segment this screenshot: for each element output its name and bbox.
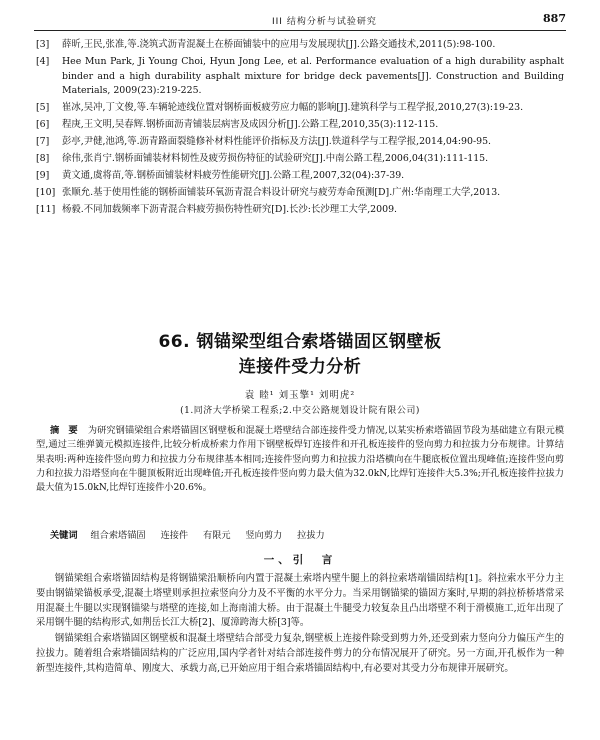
reference-entry [36,152,564,167]
running-header [34,14,566,31]
body-text [36,572,564,678]
reference-text: 张顺允.基于使用性能的钢桥面铺装环氧沥青混合料设计研究与疲劳寿命预测[D].广州:华南理工大学,2013. [62,187,501,199]
reference-text: 杨毅.不同加载频率下沥青混合料疲劳损伤特性研究[D].长沙:长沙理工大学,2009. [62,204,398,216]
paragraph: 钢锚梁组合索塔锚固区钢壁板和混凝土塔壁结合部受力复杂,钢壁板上连接件除受到剪力外,还受到索力竖向分力偏压产生的拉拔力。随着组合索塔锚固结构的广泛应用,国内学者针对结合部连接件剪力的分布情况展开了研究。另一方面,开孔板作为一种新型连接件,其构造简单、刚度大、承载力高,已开始应用于组合索塔锚固结构中,有必要对其受力分布规律开展研究。 [36,633,564,674]
article-title [0,330,600,380]
reference-number: [5] [36,102,50,114]
reference-entry [36,101,564,116]
reference-entry [36,135,564,150]
reference-list [36,38,564,220]
reference-entry [36,38,564,53]
reference-entry [36,203,564,218]
keyword: 有限元 [203,530,231,541]
abstract-text: 为研究钢锚梁组合索塔锚固区钢壁板和混凝土塔壁结合部连接件受力情况,以某实桥索塔锚固节段为基础建立有限元模型,通过三维弹簧元模拟连接件,比较分析成桥索力作用下钢壁板焊钉连接件和开孔板连接件的竖向剪力和拉拔力分布规律。计算结果表明:两种连接件竖向剪力和拉拔力分布规律基本相同;连接件竖向剪力和拉拔力沿塔横向在牛腿底板位置出现峰值;连接件竖向剪力和拉拔力沿塔竖向在牛腿顶板附近出现峰值;开孔板连接件竖向剪力最大值为32.0kN,比焊钉连接件大5.3%;开孔板连接件拉拔力最大值为15.0kN,比焊钉连接件小20.6%。 [36,425,565,494]
section-heading: 一、引 言 [263,554,337,566]
keyword: 竖向剪力 [245,530,283,541]
reference-number: [4] [36,56,50,67]
reference-number: [11] [36,204,56,216]
keyword: 连接件 [160,530,189,541]
article-title-line1: 66. 钢锚梁型组合索塔锚固区钢壁板 [158,332,442,352]
reference-text: 徐伟,张肖宁.钢桥面铺装材料韧性及疲劳损伤特征的试验研究[J].中南公路工程,2006,04(31):111-115. [62,153,489,165]
keywords [50,527,564,541]
reference-entry [36,118,564,133]
header-section-title: III 结构分析与试验研究 [272,17,377,27]
reference-number: [8] [36,153,50,165]
reference-text: 彭亭,尹健,池鸿,等.沥青路面裂缝修补材料性能评价指标及方法[J].铁道科学与工程学报,2014,04:90-95. [62,136,492,148]
reference-entry [36,55,564,99]
abstract [36,424,564,495]
reference-text: 程庚,王文明,吴春辉.钢桥面沥青铺装层病害及成因分析[J].公路工程,2010,35(3):112-115. [62,119,439,131]
keywords-label: 关键词 [50,530,78,541]
article-title-line2: 连接件受力分析 [238,357,362,377]
reference-number: [7] [36,136,50,148]
reference-text: 黄文通,虞将苗,等.钢桥面铺装材料疲劳性能研究[J].公路工程,2007,32(04):37-39. [62,170,405,182]
abstract-label: 摘 要 [50,425,78,436]
reference-text: 崔冰,吴冲,丁文俊,等.车辆轮迹线位置对钢桥面板疲劳应力幅的影响[J].建筑科学与工程学报,2010,27(3):19-23. [62,102,524,114]
reference-entry [36,186,564,201]
reference-text: 薛昕,王民,张准,等.浇筑式沥青混凝土在桥面铺装中的应用与发展现状[J].公路交通技术,2011(5):98-100. [62,39,496,50]
affiliation: (1.同济大学桥梁工程系;2.中交公路规划设计院有限公司) [180,406,420,416]
page-number: 887 [543,12,566,25]
reference-text: Hee Mun Park, Ji Young Choi, Hyun Jong Lee, et al. Performance evaluation of a high durability asphalt binder and a high durability asphalt mixture for bridge deck pavements[J]. Construction and Building Materials, 2009(23):219-225. [62,56,564,97]
reference-number: [3] [36,39,50,50]
authors: 袁 睦¹ 刘玉擎¹ 刘明虎² [244,390,356,401]
reference-entry [36,169,564,184]
reference-number: [6] [36,119,50,131]
keyword: 拉拔力 [297,530,325,541]
reference-number: [10] [36,187,56,199]
reference-number: [9] [36,170,50,182]
keyword: 组合索塔锚固 [90,530,146,541]
paragraph: 钢锚梁组合索塔锚固结构是将钢锚梁沿顺桥向内置于混凝土索塔内壁牛腿上的斜拉索塔端锚固结构[1]。斜拉索水平分力主要由钢锚梁锚板承受,混凝土塔壁则承担拉索竖向分力及不平衡的水平分力。当采用钢锚梁的锚固方案时,早期的斜拉桥桥塔常采用混凝土牛腿以实现钢锚梁与塔壁的连接,如上海南浦大桥。由于混凝土牛腿受力较复杂且凸出塔壁不利于滑模施工,近年出现了采用钢牛腿的结构形式,如荆岳长江大桥[2]、厦漳跨海大桥[3]等。 [36,573,564,629]
